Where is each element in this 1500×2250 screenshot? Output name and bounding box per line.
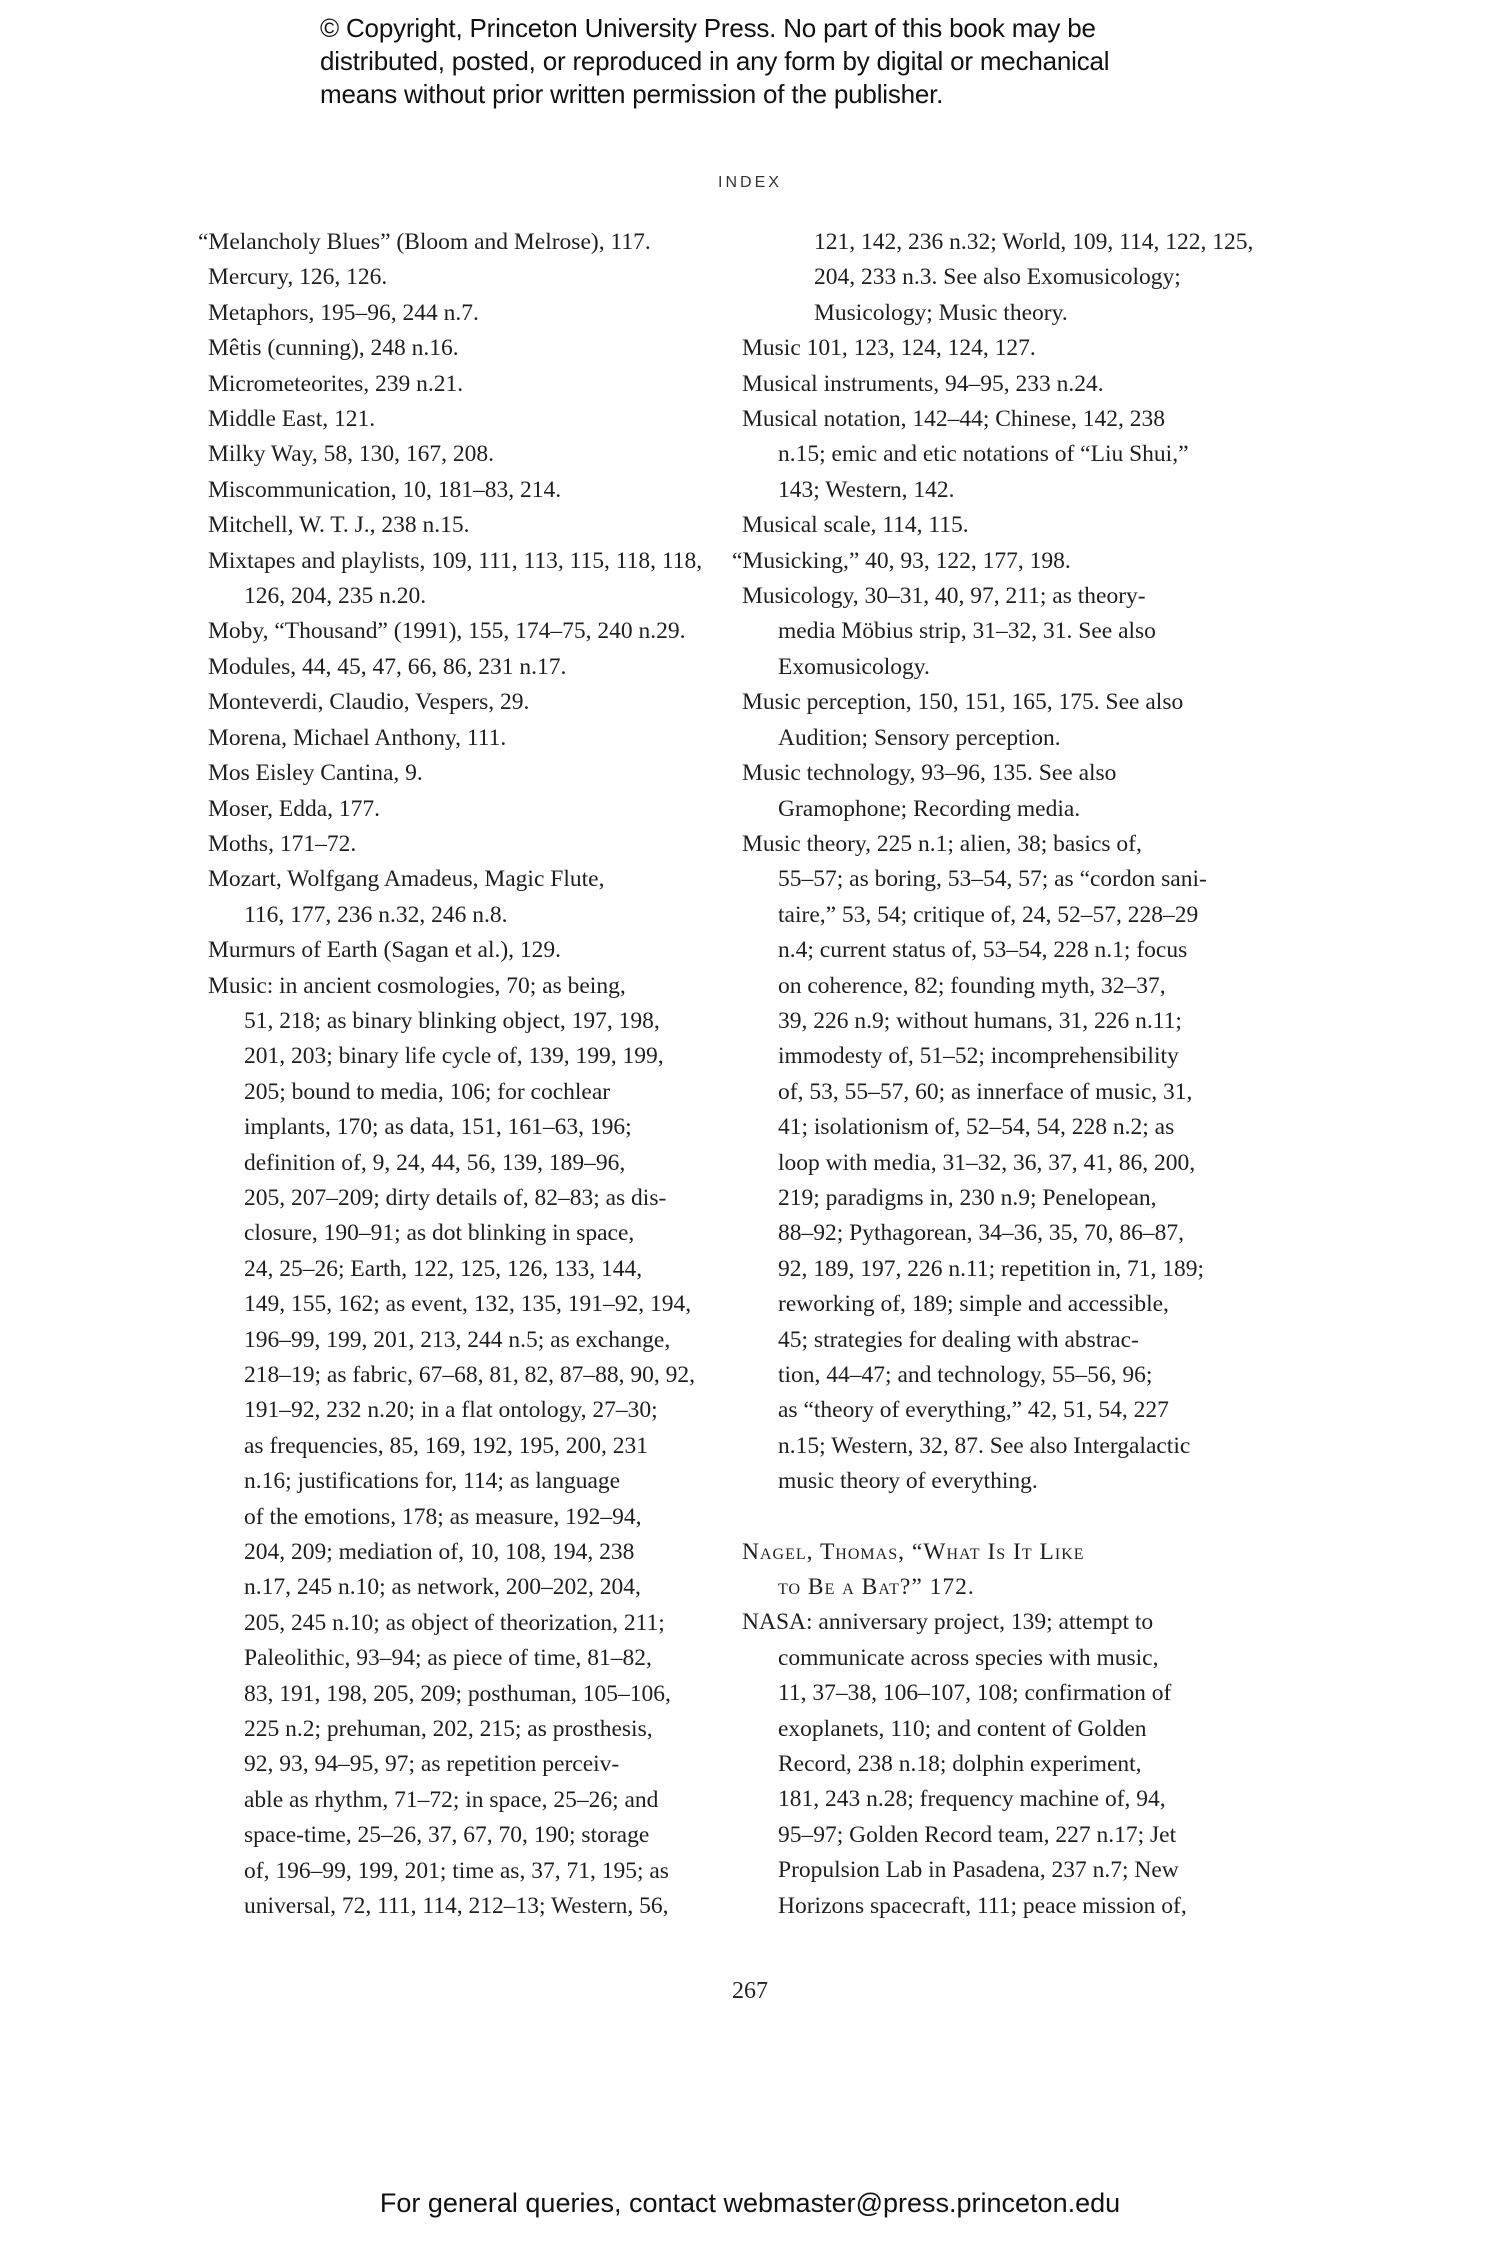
entry-line: able as rhythm, 71–72; in space, 25–26; and [244,1786,659,1813]
entry-line: Nagel, Thomas, “What Is It Like [742,1538,1085,1565]
copyright-line: © Copyright, Princeton University Press. No part of this book may be [320,13,1096,43]
entry-line: 92, 189, 197, 226 n.11; repetition in, 71, 189; [778,1255,1205,1282]
entry-line: Mêtis (cunning), 248 n.16. [208,335,459,362]
index-entry [208,367,708,402]
index-entry [742,402,1242,508]
index-entry [208,331,708,366]
entry-line: Mozart, Wolfgang Amadeus, Magic Flute, [208,866,605,893]
entry-line: NASA: anniversary project, 139; attempt to [742,1609,1154,1636]
entry-line: Musical instruments, 94–95, 233 n.24. [742,370,1104,397]
entry-line: Paleolithic, 93–94; as piece of time, 81–82, [244,1645,652,1672]
entry-line: Horizons spacecraft, 111; peace mission of, [778,1892,1187,1919]
entry-line: Mos Eisley Cantina, 9. [208,760,423,787]
footer-contact: For general queries, contact webmaster@press.princeton.edu [379,2188,1121,2218]
entry-line: 204, 233 n.3. See also Exomusicology; [814,264,1181,291]
copyright-notice [320,12,1220,111]
entry-line: 51, 218; as binary blinking object, 197, 198, [244,1007,660,1034]
entry-line: 126, 204, 235 n.20. [244,583,427,610]
entry-line: space-time, 25–26, 37, 67, 70, 190; storage [244,1822,650,1849]
entry-line: Propulsion Lab in Pasadena, 237 n.7; New [778,1857,1179,1884]
index-entry [742,685,1242,756]
entry-line: Music 101, 123, 124, 124, 127. [742,335,1036,362]
entry-line: n.15; Western, 32, 87. See also Intergalactic [778,1432,1191,1459]
entry-line: immodesty of, 51–52; incomprehensibility [778,1043,1179,1070]
entry-line: communicate across species with music, [778,1644,1159,1671]
entry-line: Middle East, 121. [208,406,376,433]
index-entry [208,721,708,756]
entry-line: closure, 190–91; as dot blinking in space, [244,1220,635,1247]
copyright-line: distributed, posted, or reproduced in any form by digital or mechanical [320,46,1110,76]
entry-line: implants, 170; as data, 151, 161–63, 196; [244,1114,632,1141]
entry-line: Music perception, 150, 151, 165, 175. See also [742,689,1184,716]
entry-line: of, 196–99, 199, 201; time as, 37, 71, 195; as [244,1857,669,1884]
index-entry [208,614,708,649]
entry-line: 121, 142, 236 n.32; World, 109, 114, 122, 125, [814,229,1254,255]
entry-line: universal, 72, 111, 114, 212–13; Western, 56, [244,1893,669,1920]
index-entry [208,260,708,295]
entry-line: n.16; justifications for, 114; as language [244,1468,621,1495]
entry-line: Modules, 44, 45, 47, 66, 86, 231 n.17. [208,653,567,680]
index-entry [208,862,708,933]
index-entry [742,756,1242,827]
entry-line: taire,” 53, 54; critique of, 24, 52–57, 228–29 [778,901,1199,928]
index-entry-continuation [742,225,1254,331]
entry-line: Musicology, 30–31, 40, 97, 211; as theory- [742,583,1146,610]
entry-line: Exomusicology. [778,653,930,680]
index-entry [208,685,708,720]
index-entry [732,544,1242,579]
entry-line: Mercury, 126, 126. [208,264,388,291]
entry-line: Moths, 171–72. [208,830,357,857]
index-entry [208,827,708,862]
index-column-right [732,225,1254,1924]
entry-line: n.15; emic and etic notations of “Liu Shui,” [778,441,1189,468]
entry-line: Music theory, 225 n.1; alien, 38; basics of, [742,830,1142,857]
entry-line: of, 53, 55–57, 60; as innerface of music, 31, [778,1078,1193,1105]
entry-line: Moser, Edda, 177. [208,795,381,822]
entry-line: 181, 243 n.28; frequency machine of, 94, [778,1786,1166,1813]
entry-line: definition of, 9, 24, 44, 56, 139, 189–96, [244,1149,626,1176]
entry-line: 204, 209; mediation of, 10, 108, 194, 238 [244,1539,635,1566]
entry-line: 196–99, 199, 201, 213, 244 n.5; as exchange, [244,1326,671,1353]
entry-line: 92, 93, 94–95, 97; as repetition perceiv- [244,1751,620,1778]
index-entry [208,402,708,437]
entry-line: as frequencies, 85, 169, 192, 195, 200, 231 [244,1432,648,1459]
entry-line: 116, 177, 236 n.32, 246 n.8. [244,901,508,928]
index-entry [208,508,708,543]
entry-line: Gramophone; Recording media. [778,795,1081,822]
entry-line: Musical scale, 114, 115. [742,512,969,539]
entry-line: as “theory of everything,” 42, 51, 54, 227 [778,1397,1169,1424]
entry-line: 205; bound to media, 106; for cochlear [244,1078,611,1105]
index-entry [742,508,1242,543]
entry-line: Audition; Sensory perception. [778,724,1061,751]
index-entry-section-n [742,1535,1242,1606]
entry-line: 45; strategies for dealing with abstrac- [778,1326,1139,1353]
entry-line: 95–97; Golden Record team, 227 n.17; Jet [778,1821,1177,1848]
index-entry [208,933,708,968]
entry-line: 24, 25–26; Earth, 122, 125, 126, 133, 144, [244,1255,643,1282]
entry-line: “Melancholy Blues” (Bloom and Melrose), 117. [198,229,651,255]
index-entry [742,331,1242,366]
index-entry [208,544,708,615]
entry-line: 219; paradigms in, 230 n.9; Penelopean, [778,1184,1157,1211]
entry-line: 149, 155, 162; as event, 132, 135, 191–92, 194, [244,1291,692,1318]
entry-line: Monteverdi, Claudio, Vespers, 29. [208,689,530,716]
index-entry-nasa [742,1605,1242,1924]
entry-line: 225 n.2; prehuman, 202, 215; as prosthesis, [244,1716,653,1743]
entry-line: media Möbius strip, 31–32, 31. See also [778,618,1156,645]
entry-line: Micrometeorites, 239 n.21. [208,370,464,397]
entry-line: 83, 191, 198, 205, 209; posthuman, 105–106, [244,1680,671,1707]
entry-line: Moby, “Thousand” (1991), 155, 174–75, 240 n.29. [208,618,686,645]
entry-line: Metaphors, 195–96, 244 n.7. [208,299,479,326]
index-entry-music-theory [742,827,1242,1500]
page-number: 267 [732,1978,768,2004]
index-entry [198,225,708,260]
entry-line: Murmurs of Earth (Sagan et al.), 129. [208,937,562,964]
entry-line: Mitchell, W. T. J., 238 n.15. [208,512,470,539]
entry-line: 55–57; as boring, 53–54, 57; as “cordon sani- [778,866,1207,893]
entry-line: music theory of everything. [778,1468,1038,1495]
entry-line: of the emotions, 178; as measure, 192–94, [244,1503,642,1530]
entry-line: 205, 245 n.10; as object of theorization, 211; [244,1609,665,1636]
entry-line: 39, 226 n.9; without humans, 31, 226 n.11; [778,1007,1182,1034]
entry-line: on coherence, 82; founding myth, 32–37, [778,972,1166,999]
entry-line: 11, 37–38, 106–107, 108; confirmation of [778,1680,1172,1707]
index-column-left [198,225,708,1925]
entry-line: 205, 207–209; dirty details of, 82–83; as dis- [244,1184,667,1211]
entry-line: n.4; current status of, 53–54, 228 n.1; focus [778,937,1188,964]
entry-line: 201, 203; binary life cycle of, 139, 199, 199, [244,1043,664,1070]
entry-line: Milky Way, 58, 130, 167, 208. [208,441,494,468]
entry-line: 191–92, 232 n.20; in a flat ontology, 27–30; [244,1397,658,1424]
index-entry [208,473,708,508]
entry-line: “Musicking,” 40, 93, 122, 177, 198. [732,547,1071,574]
entry-line: exoplanets, 110; and content of Golden [778,1715,1147,1742]
index-entry [742,367,1242,402]
entry-line: n.17, 245 n.10; as network, 200–202, 204, [244,1574,641,1601]
entry-line: 218–19; as fabric, 67–68, 81, 82, 87–88, 90, 92, [244,1362,696,1388]
entry-line: Morena, Michael Anthony, 111. [208,724,507,751]
entry-line: to Be a Bat?” 172. [778,1574,975,1601]
entry-line: Record, 238 n.18; dolphin experiment, [778,1751,1142,1778]
entry-line: reworking of, 189; simple and accessible, [778,1291,1169,1318]
entry-line: Mixtapes and playlists, 109, 111, 113, 115, 118, 118, [208,547,703,574]
index-entry-music [208,969,708,1925]
entry-line: Music technology, 93–96, 135. See also [742,760,1117,787]
index-entry [208,792,708,827]
entry-line: loop with media, 31–32, 36, 37, 41, 86, 200, [778,1149,1196,1176]
index-entry [208,756,708,791]
running-head: INDEX [718,174,782,191]
entry-line: 143; Western, 142. [778,476,955,503]
entry-line: 88–92; Pythagorean, 34–36, 35, 70, 86–87, [778,1220,1184,1247]
entry-line: 41; isolationism of, 52–54, 54, 228 n.2; as [778,1114,1175,1141]
entry-line: Music: in ancient cosmologies, 70; as being, [208,972,626,999]
entry-line: Musical notation, 142–44; Chinese, 142, 238 [742,406,1165,433]
entry-line: Miscommunication, 10, 181–83, 214. [208,476,562,503]
entry-line: Musicology; Music theory. [814,299,1068,326]
index-entry [208,296,708,331]
copyright-line: means without prior written permission of the publisher. [320,79,944,109]
index-entry [742,579,1242,685]
entry-line: tion, 44–47; and technology, 55–56, 96; [778,1362,1153,1388]
index-entry [208,437,708,472]
index-entry [208,650,708,685]
